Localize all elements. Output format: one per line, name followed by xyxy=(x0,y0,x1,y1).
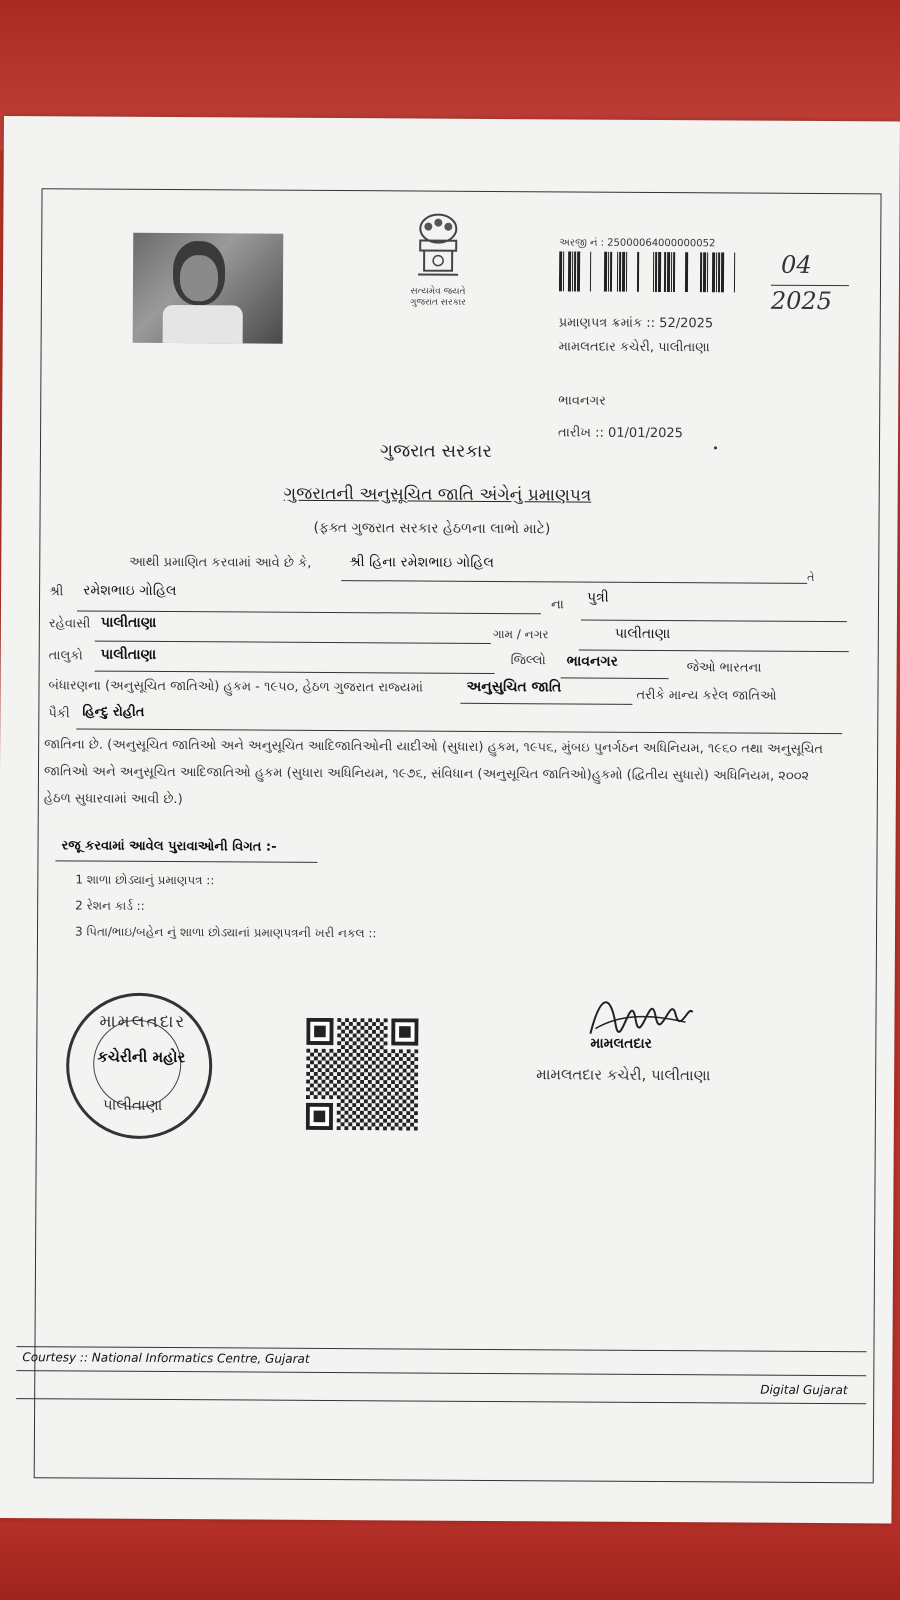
recognized-label: તરીકે માન્ય કરેલ જાતિઓ xyxy=(636,687,777,704)
evidence-item: 2 રેશન કાર્ડ :: xyxy=(75,898,145,913)
seal-top-text: મામલતદાર xyxy=(99,1011,187,1033)
legal-paragraph: જાતિના છે. (અનુસૂચિત જાતિઓ અને અનુસૂચિત આદિજાતિઓની યાદીઓ (સુધારા) હુકમ, ૧૯૫૬, મુંબઇ પુનર્ગઠન અધિનિયમ, ૧૯૬૦ તથા અનુસૂચિત જાતિઓ અને અનુસૂચિત આદિજાતિઓ હુકમ (સુધારા અધિનિયમ, ૧૯૭૬, સંવિધાન (અનુસૂચિત જાતિઓ)હુકમો (દ્વિતીય સુધારો) અધિનિયમ, ૨૦૦૨ હેઠળ સુધારવામાં આવી છે.) xyxy=(43,737,824,808)
seal-middle-text: કચેરીની મહોર xyxy=(97,1047,186,1067)
applicant-photo xyxy=(133,233,284,344)
evidence-heading: રજૂ કરવામાં આવેલ પુરાવાઓની વિગત :- xyxy=(61,838,277,855)
resident-value: પાલીતાણા xyxy=(100,614,157,631)
relation: પુત્રી xyxy=(587,589,609,606)
resident-label: રહેવાસી xyxy=(48,616,91,632)
issuing-district: ભાવનગર xyxy=(558,393,606,409)
signatory-title: મામલતદાર xyxy=(590,1035,652,1052)
district-value: ભાવનગર xyxy=(566,653,618,670)
certificate-number: પ્રમાણપત્ર ક્રમાંક :: 52/2025 xyxy=(558,315,714,332)
evidence-item: 3 પિતા/ભાઇ/બહેન નું શાળા છોડ્યાનાં પ્રમાણપત્રની ખરી નકલ :: xyxy=(74,924,377,941)
issue-date: તારીખ :: 01/01/2025 xyxy=(558,425,684,442)
evidence-item: 1 શાળા છોડ્યાનું પ્રમાણપત્ર :: xyxy=(75,872,215,888)
na-label: ના xyxy=(550,597,564,613)
father-name: રમેશભાઇ ગોહિલ xyxy=(83,582,177,600)
certificate-title: ગુજરાતની અનુસૂચિત જાતિ અંગેનું પ્રમાણપત્ર xyxy=(283,483,592,506)
signatory-office: મામલતદાર કચેરી, પાલીતાણા xyxy=(536,1065,711,1085)
issuing-office: મામલતદાર કચેરી, પાલીતાણા xyxy=(558,339,710,356)
caste-name: હિન્દુ રોહીત xyxy=(82,704,145,720)
order-label: બંધારણના (અનુસૂચિત જાતિઓ) હુકમ - ૧૯૫૦, હેઠળ ગુજરાત રાજ્યમાં xyxy=(48,678,423,696)
te-label: તે xyxy=(807,570,815,584)
taluka-label: તાલુકો xyxy=(48,648,83,664)
certificate-subtitle: (ફક્ત ગુજરાત સરકાર હેઠળના લાભો માટે) xyxy=(313,519,551,538)
certificate-frame xyxy=(34,188,882,1483)
qr-code xyxy=(306,1018,419,1131)
seal-bottom-text: પાલીતાણા xyxy=(102,1095,163,1114)
emblem-caption-2: ગુજરાત સરકાર xyxy=(409,297,466,308)
ashoka-emblem-icon xyxy=(398,210,478,282)
dot-mark xyxy=(714,446,717,449)
village-value: પાલીતાણા xyxy=(614,625,671,643)
courtesy-text: Courtesy :: National Informatics Centre, Gujarat xyxy=(22,1350,310,1366)
application-number: અરજી નં : 25000064000000052 xyxy=(559,237,716,250)
government-title: ગુજરાત સરકાર xyxy=(379,440,492,462)
applicant-name: શ્રી હિના રમેશભાઇ ગોહિલ xyxy=(349,554,495,572)
handwritten-year: 2025 xyxy=(770,286,833,316)
national-emblem xyxy=(398,210,479,320)
among-label: પૈકી xyxy=(48,706,70,722)
barcode xyxy=(559,251,744,292)
taluka-value: પાલીતાણા xyxy=(100,646,157,663)
handwritten-number: 04 xyxy=(781,250,812,279)
village-label: ગામ / નગર xyxy=(492,626,549,642)
digital-gujarat: Digital Gujarat xyxy=(760,1382,848,1398)
certify-label: આથી પ્રમાણિત કરવામાં આવે છે કે, xyxy=(129,554,312,571)
caste-category: અનુસુચિત જાતિ xyxy=(466,678,562,696)
district-label: જિલ્લો xyxy=(510,653,546,669)
emblem-caption-1: સત્યમેવ જયતે xyxy=(410,286,466,297)
office-seal xyxy=(66,992,213,1139)
shri-label: શ્રી xyxy=(49,584,64,600)
certificate-paper xyxy=(0,116,900,1523)
background-bottom xyxy=(0,1510,900,1600)
india-label: જેઓ ભારતના xyxy=(686,660,762,676)
